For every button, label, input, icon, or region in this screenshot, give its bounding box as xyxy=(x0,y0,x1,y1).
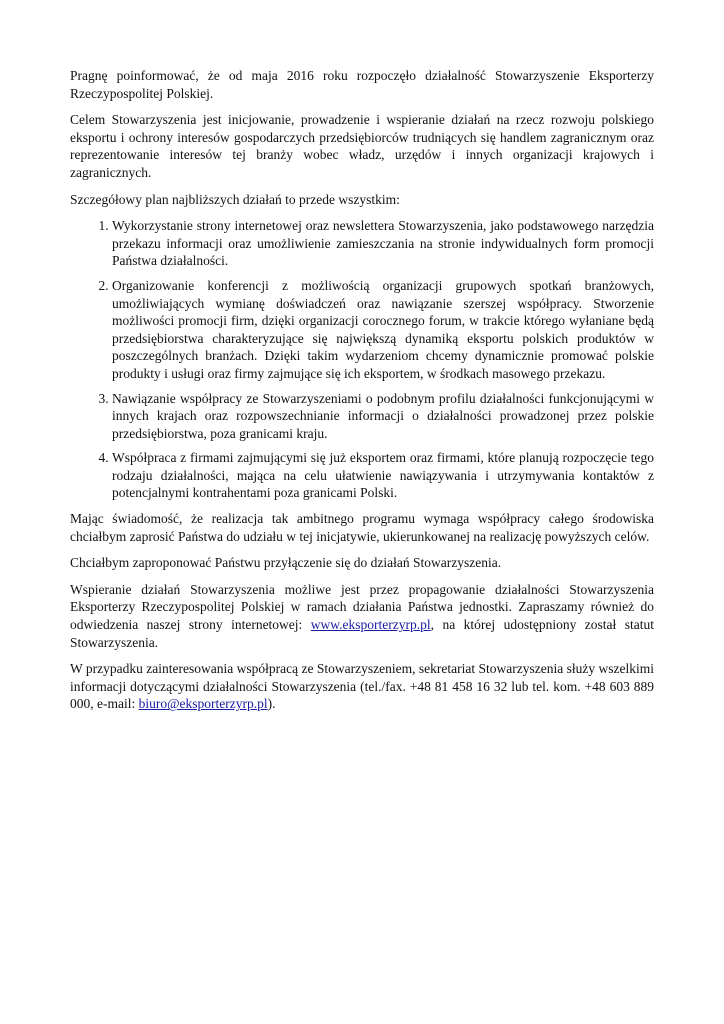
plan-list xyxy=(70,217,654,502)
plan-item-conferences: 2. Organizowanie konferencji z możliwością organizacji grupowych spotkań branżowych, umożliwiających wymianę doświadczeń oraz nawiązanie szerszej współpracy. Stworzenie możliwości promocji firm, dzięki organizacji corocznego forum, w trakcie którego wyłaniane będą przedsiębiorstwa charakteryzujące się największą dynamiką eksportu polskich produktów w poszczególnych branżach. Dzięki takim wydarzeniom chcemy dynamicznie promować polskie produkty i usługi oraz firmy zajmujące się ich eksportem, w środkach masowego przekazu. xyxy=(112,277,654,383)
goals-paragraph: Celem Stowarzyszenia jest inicjowanie, prowadzenie i wspieranie działań na rzecz rozwoju polskiego eksportu i ochrony interesów gospodarczych przedsiębiorców trudniących się handlem zagranicznym oraz reprezentowanie interesów tej branży wobec władz, urzędów i innych organizacji krajowych i zagranicznych. xyxy=(70,112,654,180)
proposal-paragraph: Chciałbym zaproponować Państwu przyłączenie się do działań Stowarzyszenia. xyxy=(70,555,502,571)
plan-item-website: 1. Wykorzystanie strony internetowej oraz newslettera Stowarzyszenia, jako podstawowego narzędzia przekazu informacji oraz umożliwienie zamieszczania na stronie indywidualnych form promocji Państwa działalności. xyxy=(112,217,654,270)
contact-text-after: ). xyxy=(267,696,276,712)
support-paragraph xyxy=(70,581,654,651)
contact-paragraph xyxy=(70,660,654,713)
contact-text-before: W przypadku zainteresowania współpracą ze Stowarzyszeniem, sekretariat Stowarzyszenia służy wszelkimi informacji dotyczącymi działalności Stowarzyszenia (tel./fax. +48 81 458 16 32 lub tel. kom. +48 603 889 000, e-mail: xyxy=(70,661,654,712)
awareness-paragraph: Mając świadomość, że realizacja tak ambitnego programu wymaga współpracy całego środowiska chciałbym zaprosić Państwa do udziału w tej inicjatywie, ukierunkowanej na realizację powyższych celów. xyxy=(70,511,654,544)
plan-heading: Szczegółowy plan najbliższych działań to przede wszystkim: xyxy=(70,191,400,207)
support-text-after: , na której udostępniony został statut Stowarzyszenia. xyxy=(70,617,654,650)
support-text-before: Wspieranie działań Stowarzyszenia możliwe jest przez propagowanie działalności Stowarzyszenia Eksporterzy Rzeczypospolitej Polskiej w ramach działania Państwa jednostki. Zapraszamy również do odwiedzenia naszej strony internetowej: xyxy=(70,581,654,633)
plan-item-exporters-cooperation: 4. Współpraca z firmami zajmującymi się już eksportem oraz firmami, które planują rozpoczęcie tego rodzaju działalności, mająca na celu ułatwienie nawiązywania i utrzymywania kontaktów z potencjalnymi kontrahentami poza granicami Polski. xyxy=(112,449,654,502)
email-link[interactable]: biuro@eksporterzyrp.pl xyxy=(138,696,268,712)
website-link[interactable]: www.eksporterzyrp.pl xyxy=(310,617,431,633)
intro-paragraph: Pragnę poinformować, że od maja 2016 roku rozpoczęło działalność Stowarzyszenie Eksporterzy Rzeczypospolitej Polskiej. xyxy=(70,68,654,101)
plan-item-cooperation-abroad: 3. Nawiązanie współpracy ze Stowarzyszeniami o podobnym profilu działalności funkcjonującymi w innych krajach oraz rozpowszechnianie informacji o działalności prowadzonej przez polskie przedsiębiorstwa, poza granicami kraju. xyxy=(112,390,654,443)
document-body xyxy=(70,67,654,722)
